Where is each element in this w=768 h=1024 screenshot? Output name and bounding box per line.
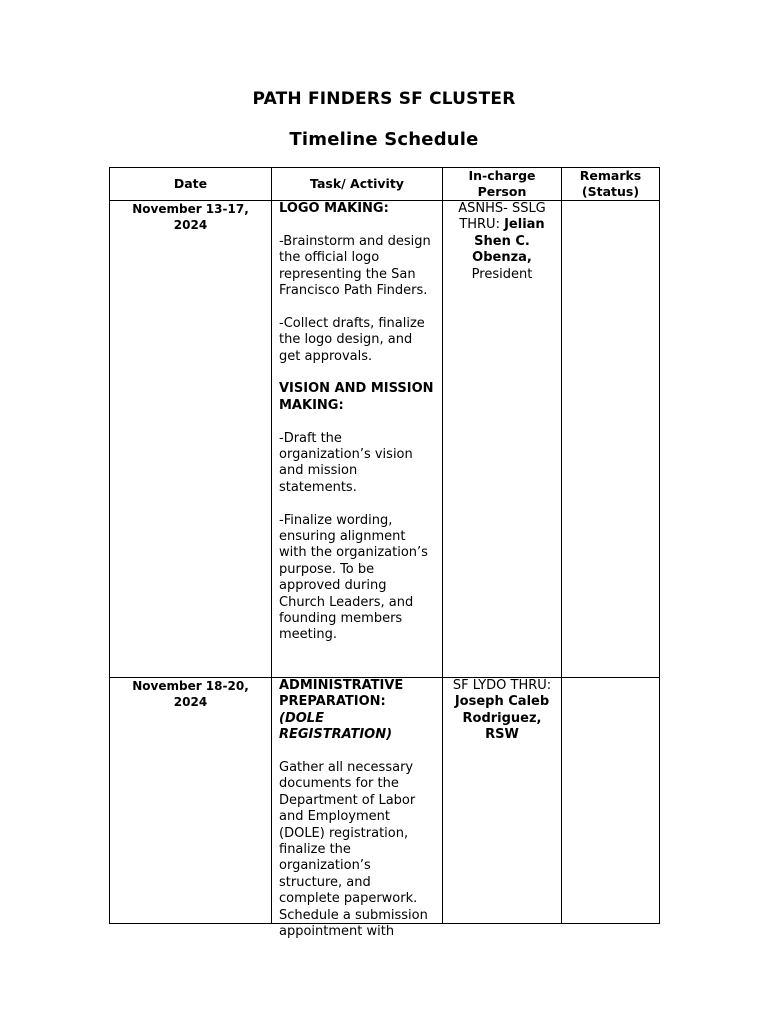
header-date: Date — [110, 168, 272, 201]
task-text: -Brainstorm and design the official logo representing the San Francisco Path Finders. — [279, 233, 431, 299]
task-text: -Draft the organization’s vision and mission statements. — [279, 430, 413, 495]
table-row — [110, 201, 660, 678]
person-name: Jelian Shen C. Obenza, — [472, 217, 545, 266]
row-person — [443, 201, 562, 678]
task-text: -Finalize wording, ensuring alignment with the organization’s purpose. To be approved during Church Leaders, and founding members meeting. — [279, 512, 428, 643]
task-heading: LOGO MAKING: — [279, 201, 389, 216]
row-task — [272, 201, 443, 678]
task-text: -Collect drafts, finalize the logo design, and get approvals. — [279, 315, 425, 364]
row-remarks — [562, 678, 660, 924]
header-task: Task/ Activity — [272, 168, 443, 201]
row-person — [443, 678, 562, 924]
task-heading-italic: (DOLE REGISTRATION) — [279, 710, 393, 743]
person-prefix: SF LYDO THRU: — [452, 678, 552, 693]
timeline-table — [109, 167, 660, 940]
table-row — [110, 678, 660, 924]
row-date: November 18-20, 2024 — [110, 678, 272, 924]
document-subtitle: Timeline Schedule — [289, 129, 479, 150]
person-prefix: ASNHS- SSLG THRU: — [458, 201, 546, 233]
row-date: November 13-17, 2024 — [110, 201, 272, 678]
table-header-row — [110, 168, 660, 201]
person-role: President — [471, 266, 533, 282]
task-heading: ADMINISTRATIVE PREPARATION: (DOLE REGISTRATION) — [279, 678, 404, 743]
task-text: Gather all necessary documents for the Department of Labor and Employment (DOLE) registration, finalize the organization’s structure, and complete paperwork. Schedule a submission appointment with — [279, 760, 428, 940]
header-remarks: Remarks (Status) — [562, 168, 660, 201]
row-remarks — [562, 201, 660, 678]
document-title: PATH FINDERS SF CLUSTER — [252, 89, 516, 109]
task-heading: VISION AND MISSION MAKING: — [279, 381, 434, 413]
header-person: In-charge Person — [443, 168, 562, 201]
row-task — [272, 678, 443, 940]
person-name: Joseph Caleb Rodriguez, RSW — [454, 694, 550, 743]
